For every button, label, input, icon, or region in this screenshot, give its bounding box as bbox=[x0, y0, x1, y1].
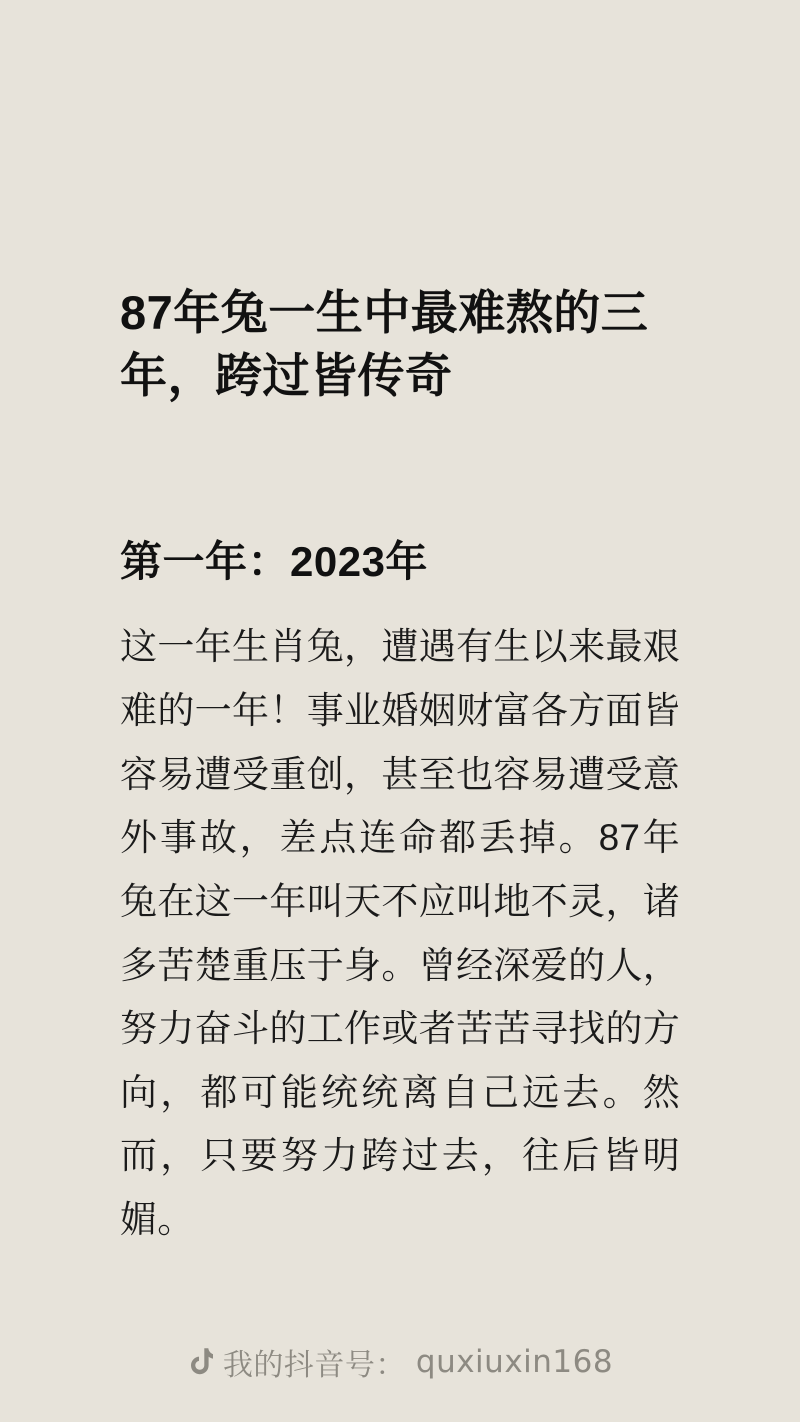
article-body: 这一年生肖兔，遭遇有生以来最艰难的一年！事业婚姻财富各方面皆容易遭受重创，甚至也容易遭受意外事故，差点连命都丢掉。87年兔在这一年叫天不应叫地不灵，诸多苦楚重压于身。曾经深爱的人，努力奋斗的工作或者苦苦寻找的方向，都可能统统离自己远去。然而，只要努力跨过去，往后皆明媚。 bbox=[120, 626, 680, 1241]
article-content bbox=[120, 282, 680, 1252]
footer-watermark bbox=[0, 1340, 800, 1384]
footer-handle: quxiuxin168 bbox=[415, 1344, 614, 1380]
footer-label: 我的抖音号： bbox=[222, 1349, 406, 1382]
page-title: 87年兔一生中最难熬的三年，跨过皆传奇 bbox=[120, 286, 649, 402]
tiktok-icon bbox=[187, 1347, 213, 1377]
section-heading: 第一年：2023年 bbox=[120, 538, 428, 585]
